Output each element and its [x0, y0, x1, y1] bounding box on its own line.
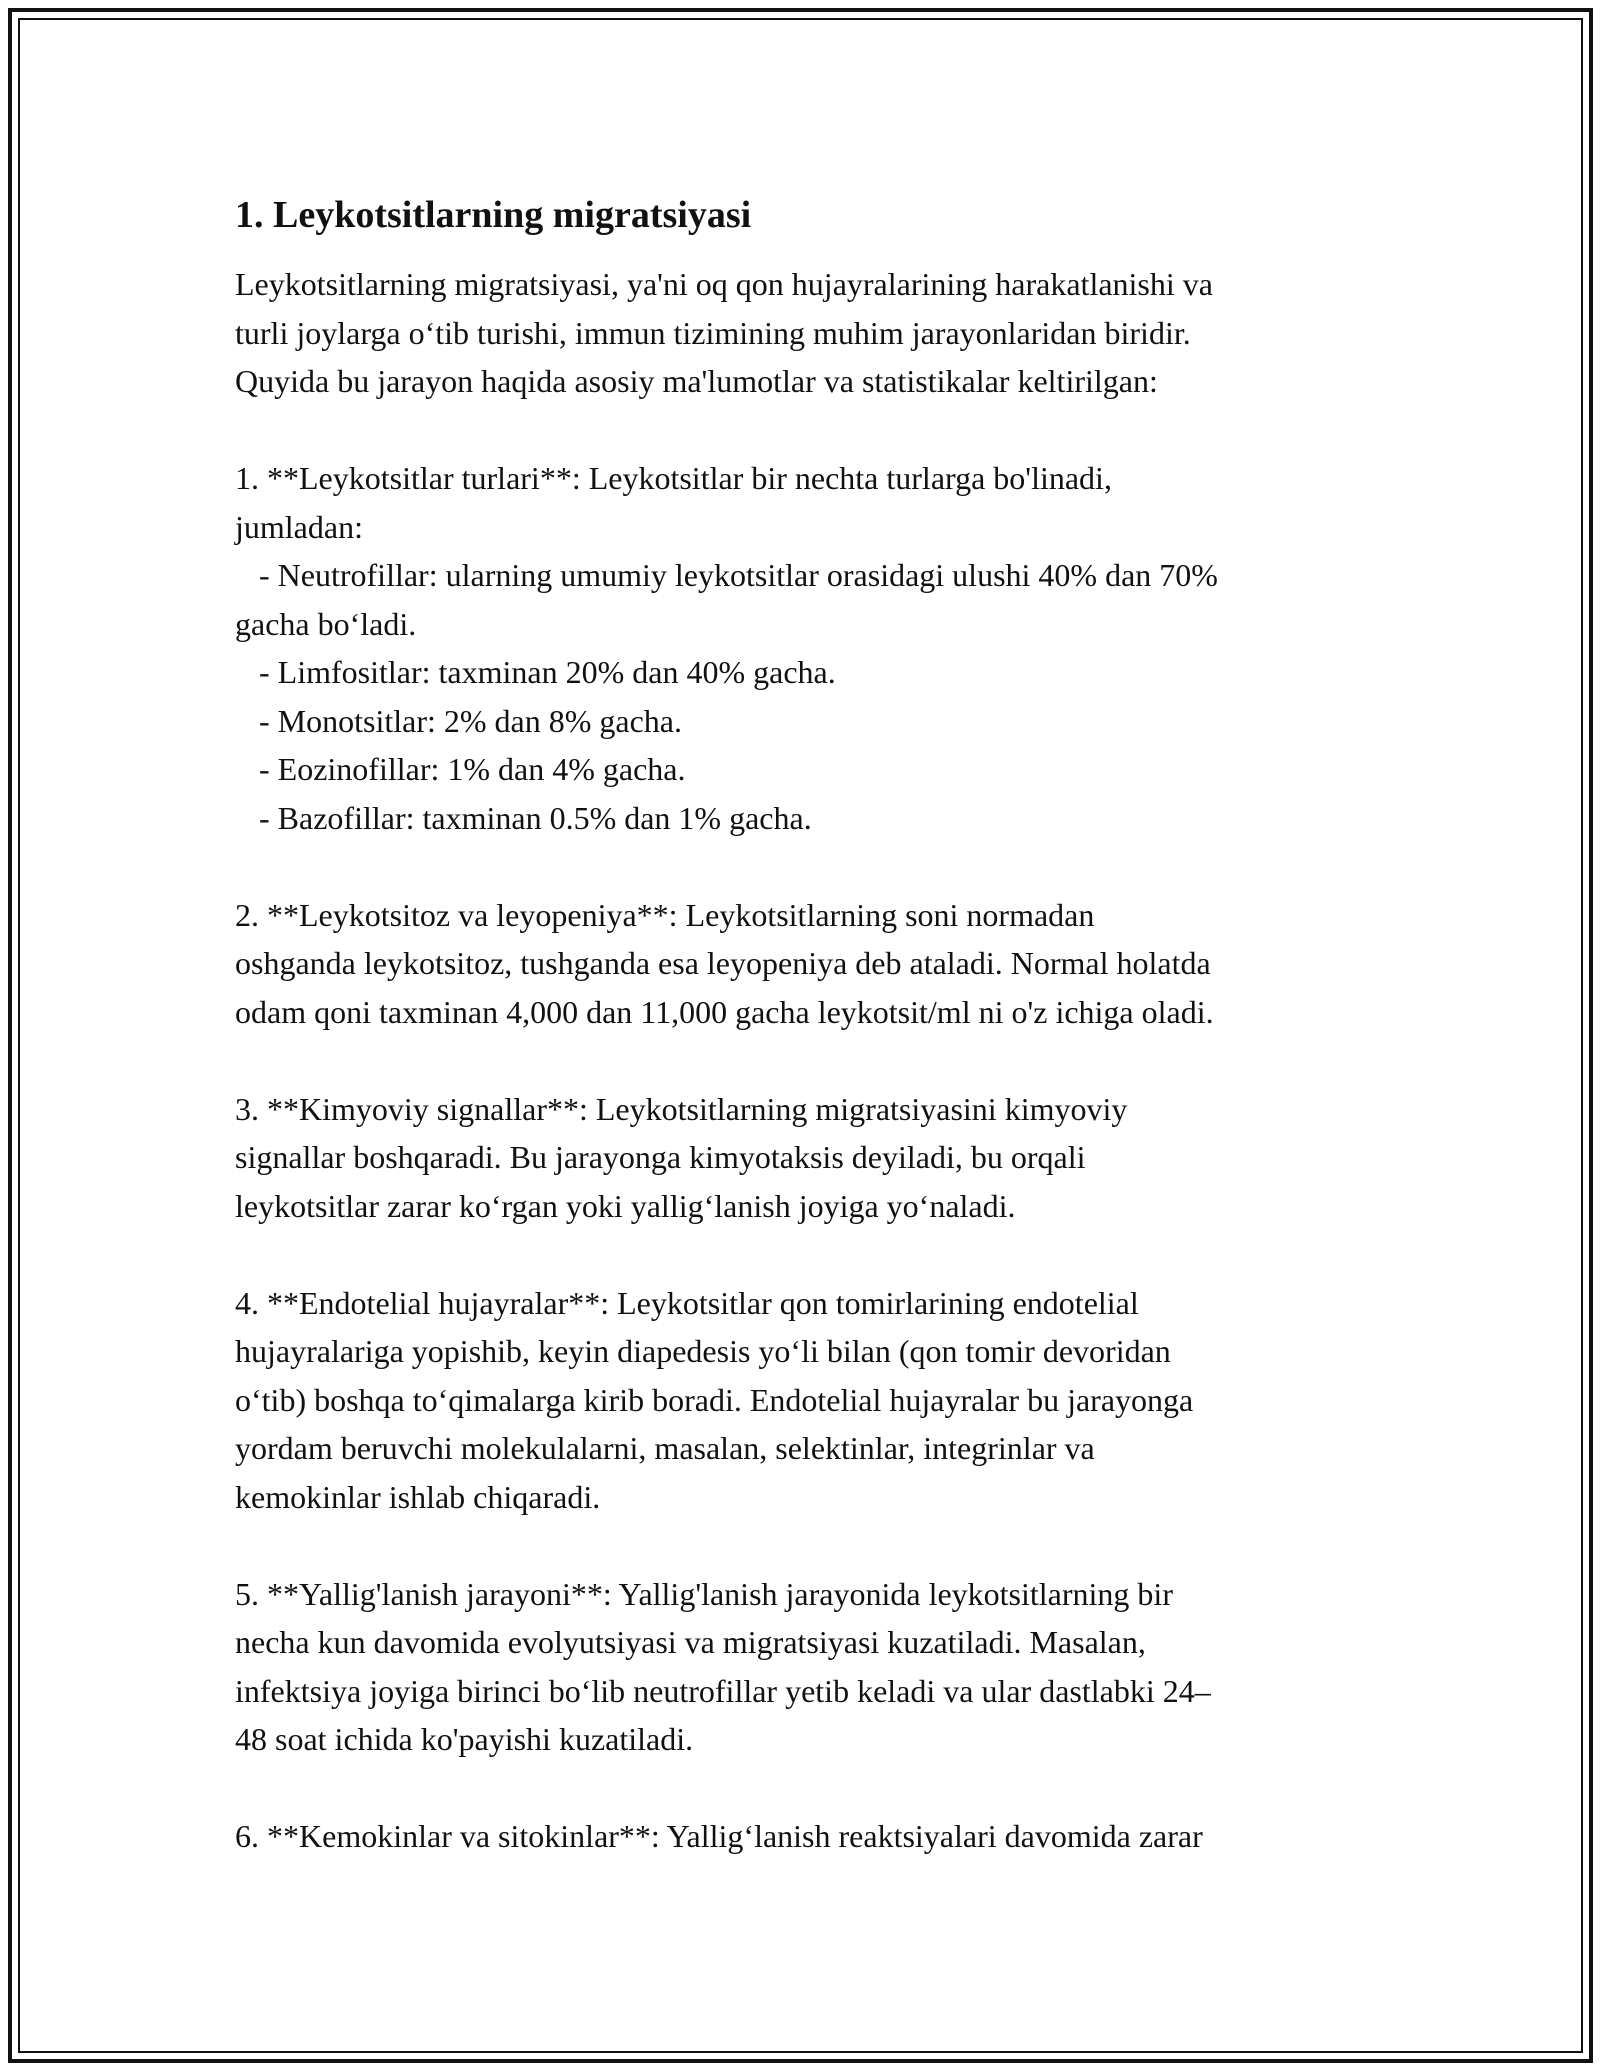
- text-line: oshganda leykotsitoz, tushganda esa leyopeniya deb ataladi. Normal holatda: [235, 945, 1211, 981]
- text-line: signallar boshqaradi. Bu jarayonga kimyotaksis deyiladi, bu orqali: [235, 1139, 1086, 1175]
- text-line: 5. **Yallig'lanish jarayoni**: Yallig'lanish jarayonida leykotsitlarning bir: [235, 1575, 1173, 1612]
- paragraph-item-3: [235, 1085, 1375, 1231]
- text-line: - Bazofillar: taxminan 0.5% dan 1% gacha.: [235, 799, 812, 836]
- text-line: gacha bo‘ladi.: [235, 605, 417, 642]
- document-title: 1. Leykotsitlarning migratsiyasi: [235, 194, 752, 236]
- text-line: yordam beruvchi molekulalarni, masalan, selektinlar, integrinlar va: [235, 1430, 1095, 1466]
- text-line: - Limfositlar: taxminan 20% dan 40% gacha.: [235, 654, 836, 690]
- text-line: turli joylarga o‘tib turishi, immun tizimining muhim jarayonlaridan biridir.: [235, 314, 1191, 351]
- paragraph-item-1: [235, 454, 1375, 842]
- text-line: 3. **Kimyoviy signallar**: Leykotsitlarning migratsiyasini kimyoviy: [235, 1090, 1128, 1127]
- text-line: necha kun davomida evolyutsiyasi va migratsiyasi kuzatiladi. Masalan,: [235, 1624, 1146, 1660]
- paragraph-intro: [235, 260, 1375, 406]
- paragraph-item-6: [235, 1812, 1375, 1861]
- text-line: - Neutrofillar: ularning umumiy leykotsitlar orasidagi ulushi 40% dan 70%: [235, 557, 1218, 593]
- paragraph-item-5: [235, 1570, 1375, 1764]
- text-line: infektsiya joyiga birinci bo‘lib neutrofillar yetib keladi va ular dastlabki 24–: [235, 1672, 1211, 1709]
- text-line: 6. **Kemokinlar va sitokinlar**: Yallig‘lanish reaktsiyalari davomida zarar: [235, 1818, 1203, 1854]
- text-line: Quyida bu jarayon haqida asosiy ma'lumotlar va statistikalar keltirilgan:: [235, 363, 1158, 399]
- text-line: - Eozinofillar: 1% dan 4% gacha.: [235, 751, 686, 787]
- text-line: leykotsitlar zarar ko‘rgan yoki yallig‘lanish joyiga yo‘naladi.: [235, 1187, 1016, 1224]
- text-line: - Monotsitlar: 2% dan 8% gacha.: [235, 702, 682, 739]
- text-line: 48 soat ichida ko'payishi kuzatiladi.: [235, 1721, 694, 1757]
- text-line: odam qoni taxminan 4,000 dan 11,000 gacha leykotsit/ml ni o'z ichiga oladi.: [235, 993, 1214, 1030]
- text-line: hujayralariga yopishib, keyin diapedesis yo‘li bilan (qon tomir devoridan: [235, 1333, 1171, 1369]
- text-line: 1. **Leykotsitlar turlari**: Leykotsitlar bir nechta turlarga bo'linadi,: [235, 460, 1112, 496]
- document-body: [235, 190, 1375, 1909]
- paragraph-item-4: [235, 1279, 1375, 1522]
- text-line: 2. **Leykotsitoz va leyopeniya**: Leykotsitlarning soni normadan: [235, 896, 1095, 933]
- text-line: kemokinlar ishlab chiqaradi.: [235, 1478, 601, 1515]
- text-line: Leykotsitlarning migratsiyasi, ya'ni oq qon hujayralarining harakatlanishi va: [235, 266, 1213, 302]
- text-line: o‘tib) boshqa to‘qimalarga kirib boradi. Endotelial hujayralar bu jarayonga: [235, 1381, 1194, 1418]
- text-line: 4. **Endotelial hujayralar**: Leykotsitlar qon tomirlarining endotelial: [235, 1284, 1139, 1321]
- paragraph-item-2: [235, 891, 1375, 1037]
- text-line: jumladan:: [235, 508, 363, 545]
